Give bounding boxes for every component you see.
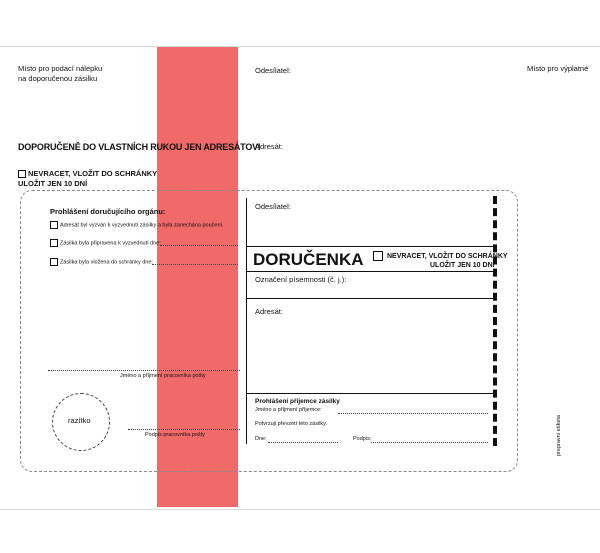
slip-addressee-label: Adresát: [255,307,283,316]
recipient-title: Prohlášení příjemce zásilky [255,398,340,405]
no-return-line1 [18,169,157,179]
checkbox-icon [50,221,58,229]
signature-caption: Podpis pracovníka pošty [145,432,205,438]
signature-line [128,429,240,430]
sticker-place-line1: Místo pro podací nálepku [18,64,103,73]
name-line [48,370,240,371]
sticker-place-line2: na doporučenou zásilku [18,74,98,83]
no-return-text: NEVRACET, VLOŽIT DO SCHRÁNKY [28,169,158,178]
side-text: prepravní etiketa [556,415,562,456]
option-1-text: Adresát byl vyzván k vyzvednutí zásilky a byla zanechána poučení. [60,222,224,229]
slip-no-return-text: NEVRACET, VLOŽIT DO SCHRÁNKY [387,252,508,260]
perforation-right [493,196,497,446]
addressee-label-top: Adresát: [255,142,283,151]
date-label: Dne: [255,436,267,442]
recipient-name-line [338,413,488,414]
option-3 [50,258,153,266]
checkbox-icon [373,251,383,261]
signature-sign-line [371,442,488,443]
slip-divider-3 [247,298,495,299]
postage-place: Místo pro výplatné [527,64,589,73]
name-caption: Jméno a příjmení pracovníka pošty [120,373,206,379]
slip-ref-label: Označení písemnosti (č. j.): [255,275,347,284]
sender-label-top: Odesílatel: [255,66,291,75]
registered-title: DOPORUČENĚ DO VLASTNÍCH RUKOU JEN ADRESÁTOVI [18,142,261,152]
signature-label: Podpis: [353,436,372,442]
option-2-text: Zásilka byla připravena k vyzvednutí dne: [60,240,161,247]
slip-left-border [246,198,247,444]
slip-sender-label: Odesílatel: [255,202,291,211]
checkbox-icon [50,239,58,247]
option-2 [50,239,161,247]
stamp-label: razítko [68,416,91,425]
slip-divider-4 [247,393,495,394]
slip-no-return-line2: ULOŽIT JEN 10 DNÍ [430,262,495,269]
option-3-text: Zásilka byla vložena do schránky dne: [60,259,153,266]
date-line [268,442,338,443]
slip-divider-1 [247,246,495,247]
option-3-line [152,264,238,265]
no-return-line2: ULOŽIT JEN 10 DNÍ [18,179,88,188]
recipient-name: Jméno a příjmení příjemce: [255,407,322,413]
checkbox-icon [50,258,58,266]
recipient-confirm: Potvrzuji převzetí této zásilky. [255,421,328,427]
slip-divider-2 [247,271,495,272]
option-1 [50,221,224,229]
slip-title: DORUČENKA [253,250,364,269]
option-2-line [160,245,238,246]
declaration-title: Prohlášení doručujícího orgánu: [50,207,166,216]
checkbox-icon [18,170,26,178]
